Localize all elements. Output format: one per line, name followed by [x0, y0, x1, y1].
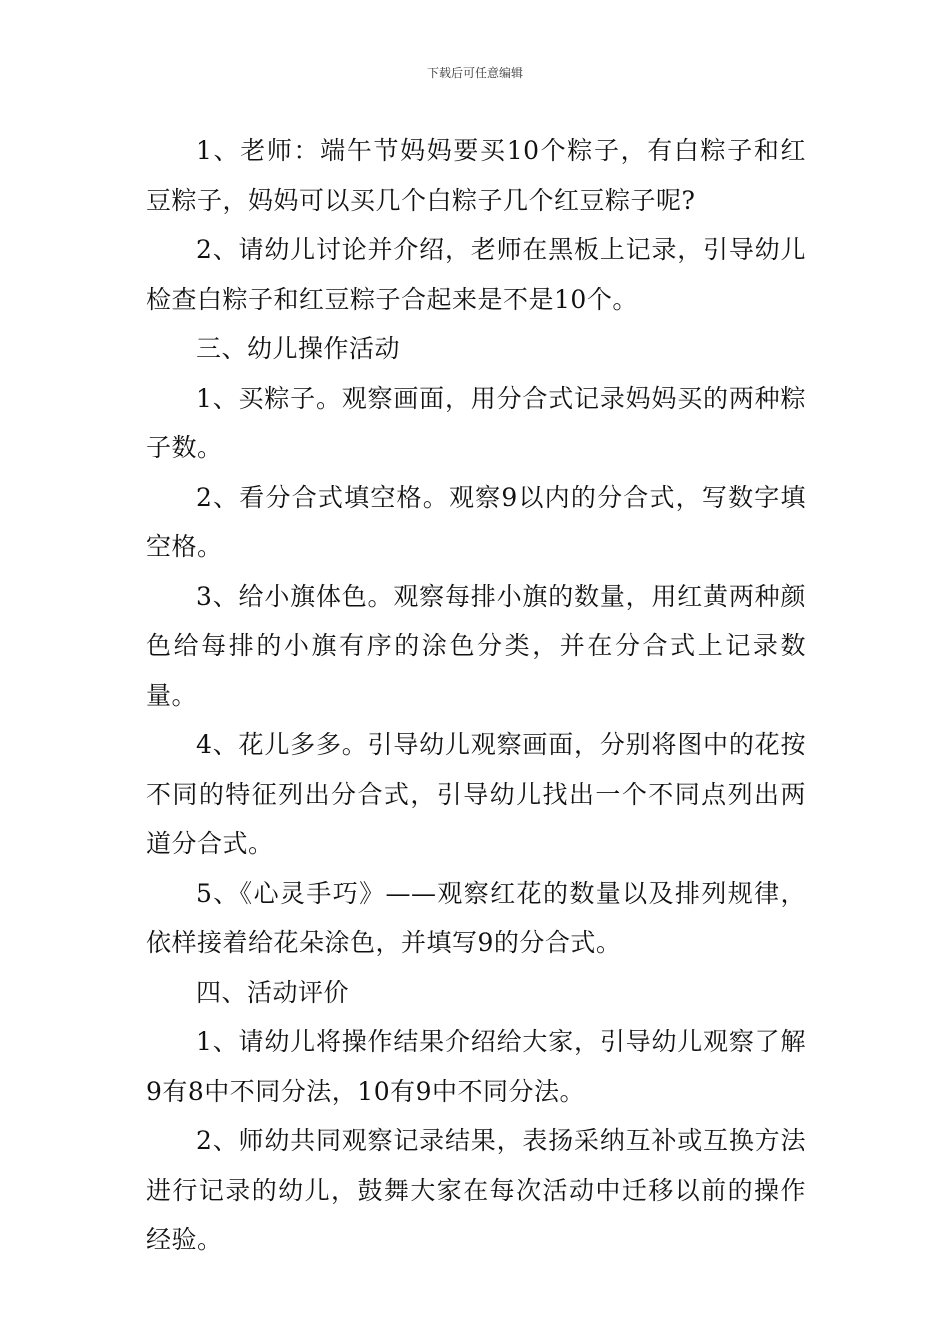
- paragraph-4: 1、买粽子。观察画面，用分合式记录妈妈买的两种粽子数。: [146, 383, 806, 462]
- section-heading-4: 四、活动评价: [196, 977, 350, 1007]
- paragraph-6: 3、给小旗体色。观察每排小旗的数量，用红黄两种颜色给每排的小旗有序的涂色分类，并在分合式上记录数量。: [146, 581, 806, 710]
- paragraph-1: 1、老师：端午节妈妈要买10个粽子，有白粽子和红豆粽子，妈妈可以买几个白粽子几个红豆粽子呢?: [146, 136, 806, 215]
- document-body: [146, 126, 806, 1265]
- section-heading-3: 三、幼儿操作活动: [196, 334, 401, 363]
- paragraph-5: 2、看分合式填空格。观察9以内的分合式，写数字填空格。: [146, 482, 806, 561]
- page-header: 下载后可任意编辑: [426, 66, 523, 80]
- paragraph-10: 1、请幼儿将操作结果介绍给大家，引导幼儿观察了解9有8中不同分法，10有9中不同分法。: [146, 1027, 806, 1106]
- paragraph-8: 5、《心灵手巧》——观察红花的数量以及排列规律，依样接着给花朵涂色，并填写9的分合式。: [146, 878, 806, 957]
- paragraph-11: 2、师幼共同观察记录结果，表扬采纳互补或互换方法进行记录的幼儿，鼓舞大家在每次活动中迁移以前的操作经验。: [146, 1126, 806, 1254]
- paragraph-2: 2、请幼儿讨论并介绍，老师在黑板上记录，引导幼儿检查白粽子和红豆粽子合起来是不是10个。: [146, 235, 806, 314]
- paragraph-7: 4、花儿多多。引导幼儿观察画面，分别将图中的花按不同的特征列出分合式，引导幼儿找出一个不同点列出两道分合式。: [146, 730, 806, 858]
